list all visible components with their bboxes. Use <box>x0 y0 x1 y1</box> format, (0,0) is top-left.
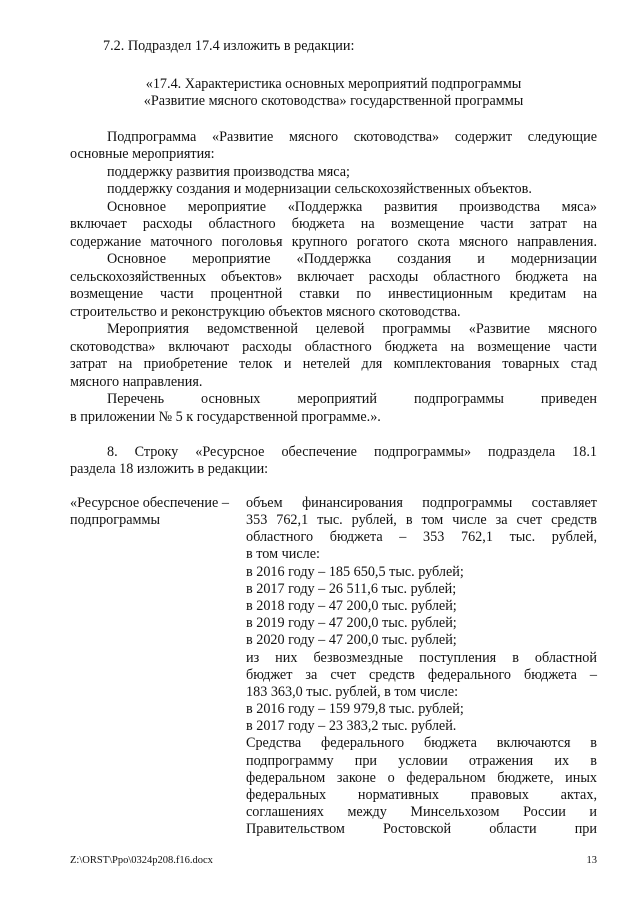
body-line: Основное мероприятие «Поддержка развития производства мяса» <box>107 199 597 215</box>
body-line: сельскохозяйственных объектов» включает расходы областного бюджета на <box>70 269 597 285</box>
table-label-line: подпрограммы <box>70 512 160 528</box>
table-value-line: Средства федерального бюджета включаются в <box>246 735 597 751</box>
body-line: Перечень основных мероприятий подпрограммы приведен <box>107 391 597 407</box>
body-line: скотоводства» включают расходы областного бюджета на возмещение части <box>70 339 597 355</box>
body-line: затрат на приобретение телок и нетелей для комплектования товарных стад <box>70 356 597 372</box>
table-value-line: в 2018 году – 47 200,0 тыс. рублей; <box>246 598 457 614</box>
body-line: поддержку развития производства мяса; <box>107 164 350 180</box>
section-heading-line-2: «Развитие мясного скотоводства» государственной программы <box>143 93 524 109</box>
footer-file-path: Z:\ORST\Ppo\0324p208.f16.docx <box>70 855 213 866</box>
table-value-line: объем финансирования подпрограммы составляет <box>246 495 597 511</box>
body-line: Основное мероприятие «Поддержка создания и модернизации <box>107 251 597 267</box>
body-line: в приложении № 5 к государственной программе.». <box>70 409 381 425</box>
section-8-line: раздела 18 изложить в редакции: <box>70 461 269 477</box>
body-line: строительство и реконструкцию объектов мясного скотоводства. <box>70 304 461 320</box>
body-line: поддержку создания и модернизации сельскохозяйственных объектов. <box>107 181 532 197</box>
table-value-line: 353 762,1 тыс. рублей, в том числе за счет средств <box>246 512 597 528</box>
table-value-line: федеральных нормативных правовых актах, <box>246 787 597 803</box>
table-value-line: в 2016 году – 159 979,8 тыс. рублей; <box>246 701 464 717</box>
table-value-line: в 2019 году – 47 200,0 тыс. рублей; <box>246 615 457 631</box>
table-value-line: в том числе: <box>246 546 320 562</box>
section-7-2-instruction: 7.2. Подраздел 17.4 изложить в редакции: <box>103 38 355 54</box>
table-value-line: подпрограмму при условии отражения их в <box>246 753 597 769</box>
table-value-line: в 2017 году – 23 383,2 тыс. рублей. <box>246 718 457 734</box>
body-line: возмещение части процентной ставки по инвестиционным кредитам на <box>70 286 597 302</box>
body-line: содержание маточного поголовья крупного рогатого скота мясного направления. <box>70 234 597 250</box>
table-value-line: Правительством Ростовской области при <box>246 821 597 837</box>
body-line: мясного направления. <box>70 374 203 390</box>
section-heading-line-1: «17.4. Характеристика основных мероприятий подпрограммы <box>145 76 522 92</box>
table-value-line: 183 363,0 тыс. рублей, в том числе: <box>246 684 459 700</box>
body-line: основные мероприятия: <box>70 146 215 162</box>
table-value-line: соглашениях между Минсельхозом России и <box>246 804 597 820</box>
body-line: включает расходы областного бюджета на возмещение части затрат на <box>70 216 597 232</box>
body-line: Мероприятия ведомственной целевой программы «Развитие мясного <box>107 321 597 337</box>
body-line: Подпрограмма «Развитие мясного скотоводства» содержит следующие <box>107 129 597 145</box>
table-value-line: из них безвозмездные поступления в областной <box>246 650 597 666</box>
table-value-line: в 2017 году – 26 511,6 тыс. рублей; <box>246 581 457 597</box>
table-value-line: в 2016 году – 185 650,5 тыс. рублей; <box>246 564 464 580</box>
table-value-line: в 2020 году – 47 200,0 тыс. рублей; <box>246 632 457 648</box>
table-value-line: федеральном законе о федеральном бюджете, иных <box>246 770 597 786</box>
table-label-line: «Ресурсное обеспечение – <box>70 495 229 511</box>
table-value-line: бюджет за счет средств федерального бюджета – <box>246 667 597 683</box>
table-value-line: областного бюджета – 353 762,1 тыс. рублей, <box>246 529 597 545</box>
page-number: 13 <box>586 855 597 866</box>
section-8-line: 8. Строку «Ресурсное обеспечение подпрограммы» подраздела 18.1 <box>107 444 597 460</box>
